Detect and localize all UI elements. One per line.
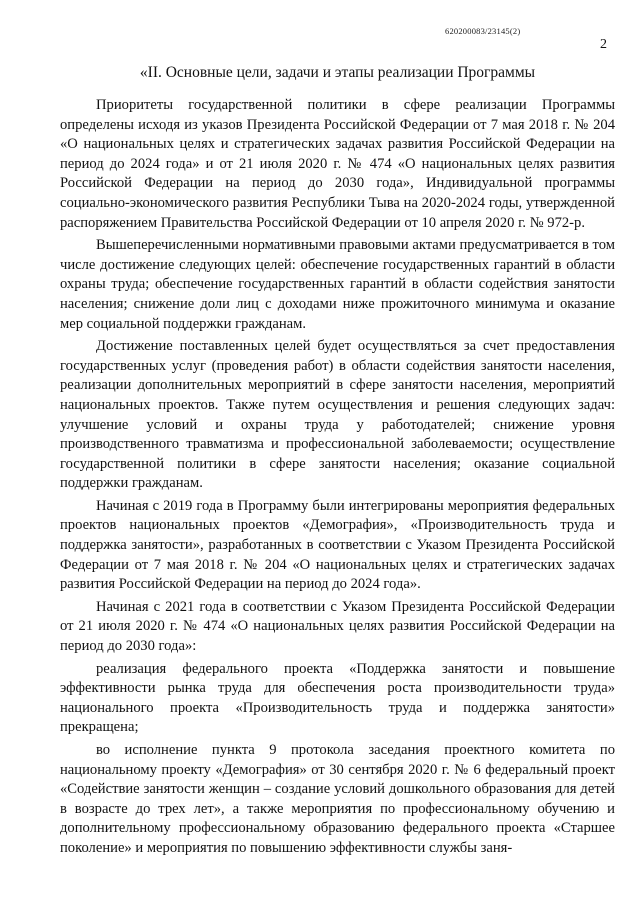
document-id: 620200083/23145(2) (445, 26, 521, 36)
paragraph-project-terminated: реализация федерального проекта «Поддержка занятости и повышение эффективности рынка труда для обеспечения роста производительности труда» национального проекта «Производительность труда и поддержка занятости» прекращена; (60, 660, 615, 736)
paragraph-priorities: Приоритеты государственной политики в сфере реализации Программы определены исходя из указов Президента Российской Федерации от 7 мая 2018 г. № 204 «О национальных целях и стратегических задачах развития Российской Федерации на период до 2024 года» и от 21 июля 2020 г. № 474 «О национальных целях развития Российской Федерации на период до 2030 года», Индивидуальной программы социально-экономического развития Республики Тыва на 2020-2024 годы, утвержденной распоряжением Правительства Российской Федерации от 10 апреля 2020 г. № 972-р. (60, 97, 615, 231)
page-number: 2 (600, 37, 607, 52)
section-heading: «II. Основные цели, задачи и этапы реализации Программы (139, 64, 536, 81)
paragraph-achievement: Достижение поставленных целей будет осуществляться за счет предоставления государственных услуг (проведения работ) в области содействия занятости населения, реализации дополнительных мероприятий в сфере занятости населения, мероприятий национальных проектов. Также путем осуществления и решения следующих задач: улучшение условий и охраны труда у работодателей; снижение уровня производственного травматизма и профессиональной заболеваемости; осуществление государственной политики в сфере занятости населения; оказание социальной поддержки гражданам. (60, 338, 615, 492)
paragraph-protocol-execution: во исполнение пункта 9 протокола заседания проектного комитета по национальному проекту «Демография» от 30 сентября 2020 г. № 6 федеральный проект «Содействие занятости женщин – создание условий дошкольного образования для детей в возрасте до трех лет», а также мероприятия по профессиональному обучению и дополнительному профессиональному образованию федерального проекта «Старшее поколение» и мероприятия по повышению эффективности службы заня- (60, 742, 615, 856)
paragraph-goals: Вышеперечисленными нормативными правовыми актами предусматривается в том числе достижение следующих целей: обеспечение государственных гарантий в области охраны труда; обеспечение государственных гарантий в области содействия занятости населения; снижение доли лиц с доходами ниже прожиточного минимума и оказание мер социальной поддержки гражданам. (60, 237, 615, 332)
paragraph-changes-2021: Начиная с 2021 года в соответствии с Указом Президента Российской Федерации от 21 июля 2020 г. № 474 «О национальных целях развития Российской Федерации на период до 2030 года»: (60, 598, 615, 655)
paragraph-integration-2019: Начиная с 2019 года в Программу были интегрированы мероприятия федеральных проектов национальных проектов «Демография», «Производительность труда и поддержка занятости», разработанных в соответствии с Указом Президента Российской Федерации от 7 мая 2018 г. № 204 «О национальных целях и стратегических задачах развития Российской Федерации на период до 2024 года». (60, 497, 615, 593)
document-body (60, 96, 615, 862)
